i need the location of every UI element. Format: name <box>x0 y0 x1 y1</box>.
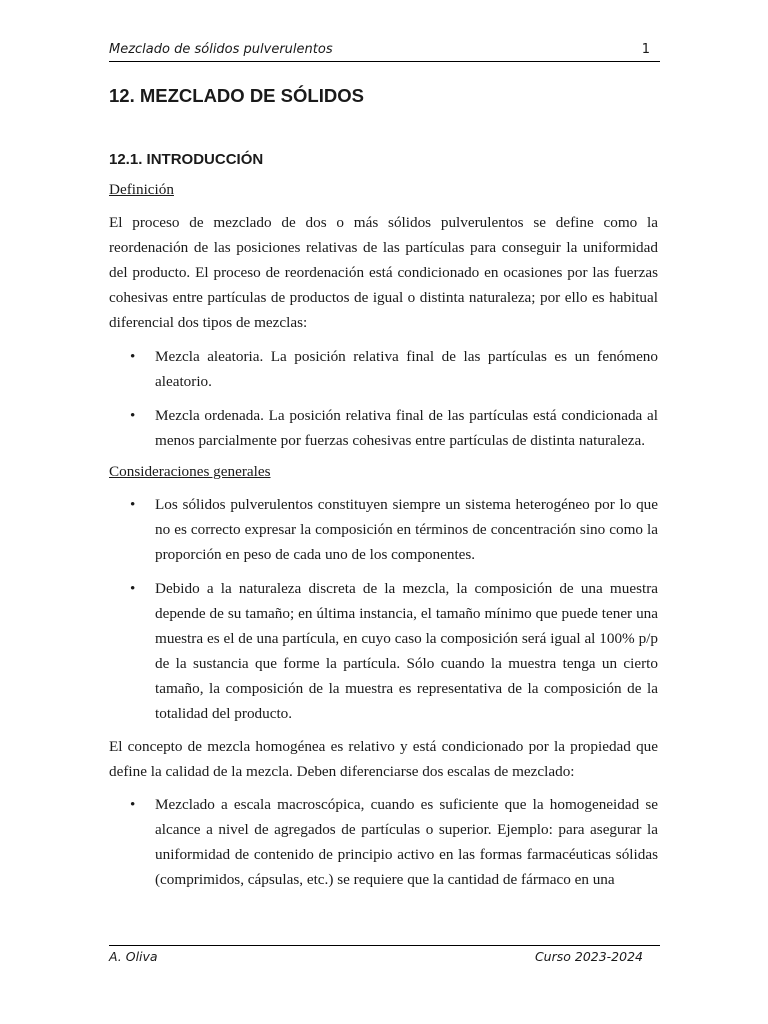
list-item: • Los sólidos pulverulentos constituyen siempre un sistema heterogéneo por lo que no es correcto expresar la composición en términos de concentración sino como la proporción en peso de cada uno de los componentes. <box>109 492 658 567</box>
page-header <box>109 41 660 62</box>
subheading-definition: Definición <box>109 181 174 198</box>
scales-list <box>109 792 658 892</box>
section-title: 12.1. INTRODUCCIÓN <box>109 151 264 168</box>
considerations-list <box>109 492 658 726</box>
list-item: • Mezclado a escala macroscópica, cuando es suficiente que la homogeneidad se alcance a nivel de agregados de partículas o superior. Ejemplo: para asegurar la uniformidad de contenido de principio activo en las formas farmacéuticas sólidas (comprimidos, cápsulas, etc.) se requiere que la cantidad de fármaco en una <box>109 792 658 892</box>
mix-types-list <box>109 344 658 453</box>
chapter-title: 12. MEZCLADO DE SÓLIDOS <box>109 85 364 106</box>
page-footer <box>109 945 660 968</box>
list-item: • Debido a la naturaleza discreta de la mezcla, la composición de una muestra depende de su tamaño; en última instancia, el tamaño mínimo que puede tener una muestra es el de una partícula, en cuyo caso la composición será igual al 100% p/p de la sustancia que forme la partícula. Sólo cuando la muestra tenga un cierto tamaño, la composición de la muestra es representativa de la composición de la totalidad del producto. <box>109 576 658 726</box>
list-item: • Mezcla ordenada. La posición relativa final de las partículas está condicionada al menos parcialmente por fuerzas cohesivas entre partículas de distinta naturaleza. <box>109 403 658 453</box>
header-title: Mezclado de sólidos pulverulentos <box>109 42 333 57</box>
paragraph-homogeneous: El concepto de mezcla homogénea es relativo y está condicionado por la propiedad que define la calidad de la mezcla. Deben diferenciarse dos escalas de mezclado: <box>109 738 658 780</box>
paragraph-definition: El proceso de mezclado de dos o más sólidos pulverulentos se define como la reordenación de las posiciones relativas de las partículas para conseguir la uniformidad del producto. El proceso de reordenación está condicionado en ocasiones por las fuerzas cohesivas entre partículas de productos de igual o distinta naturaleza; por ello es habitual diferencial dos tipos de mezclas: <box>109 214 658 331</box>
footer-author: A. Oliva <box>109 949 158 964</box>
page-number: 1 <box>641 42 650 57</box>
list-item: • Mezcla aleatoria. La posición relativa final de las partículas es un fenómeno aleatorio. <box>109 344 658 394</box>
footer-course: Curso 2023-2024 <box>534 949 643 964</box>
subheading-considerations: Consideraciones generales <box>109 463 271 480</box>
document-body <box>109 84 658 892</box>
